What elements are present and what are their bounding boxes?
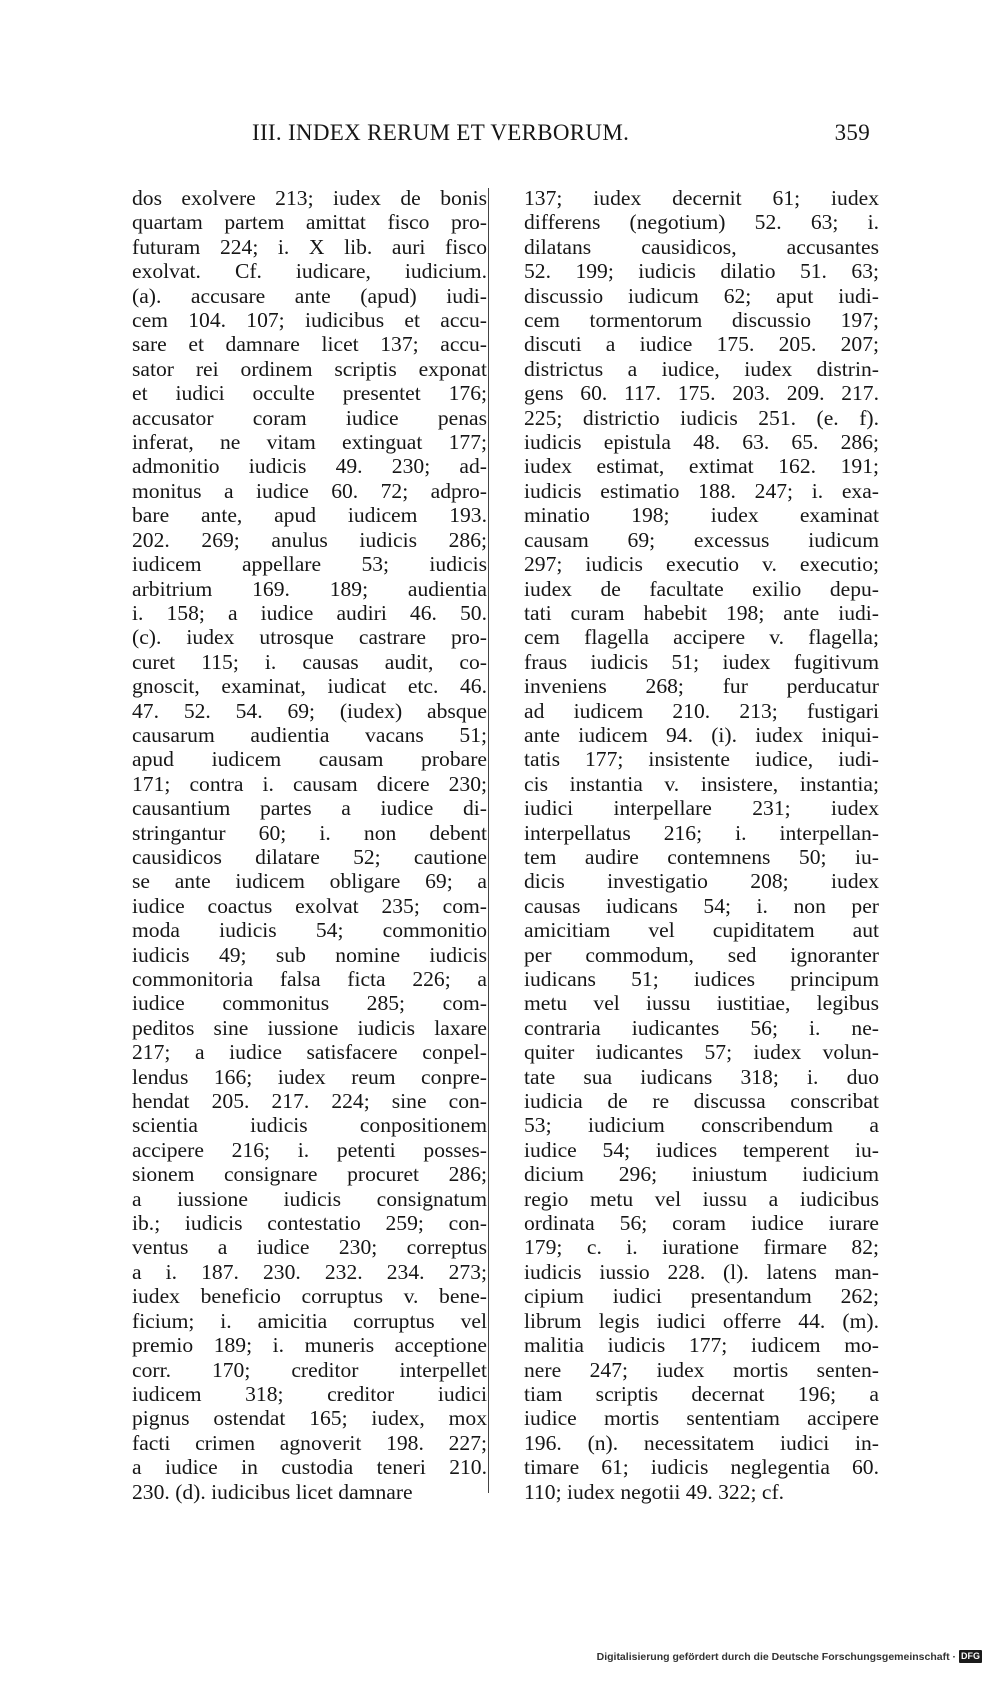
index-line: sator rei ordinem scriptis exponat [132, 356, 487, 381]
index-line: facti crimen agnoverit 198. 227; [132, 1430, 487, 1455]
index-line: 230. (d). iudicibus licet damnare [132, 1479, 413, 1504]
index-line: 297; iudicis executio v. executio; [524, 552, 879, 577]
index-line: districtus a iudice, iudex distrin- [524, 356, 879, 381]
index-line: 217; a iudice satisfacere conpel- [132, 1040, 487, 1065]
index-line: minatio 198; iudex examinat [524, 503, 879, 528]
index-line: accipere 216; i. petenti posses- [132, 1137, 487, 1162]
index-line: tati curam habebit 198; ante iudi- [524, 600, 879, 625]
index-line: tate sua iudicans 318; i. duo [524, 1064, 879, 1089]
index-line: ventus a iudice 230; correptus [132, 1235, 487, 1260]
index-line: causantium partes a iudice di- [132, 796, 487, 821]
index-line: iudice coactus exolvat 235; com- [132, 893, 487, 918]
index-line: iudicis 49; sub nomine iudicis [132, 942, 487, 967]
index-line: inferat, ne vitam extinguat 177; [132, 430, 487, 455]
running-header [130, 120, 870, 154]
index-line: causas iudicans 54; i. non per [524, 893, 879, 918]
index-line: monitus a iudice 60. 72; adpro- [132, 478, 487, 503]
index-line: contraria iudicantes 56; i. ne- [524, 1015, 879, 1040]
index-line: commonitoria falsa ficta 226; a [132, 967, 487, 991]
index-line: se ante iudicem obligare 69; a [132, 869, 487, 894]
index-line: 202. 269; anulus iudicis 286; [132, 527, 487, 552]
index-line: dicium 296; iniustum iudicium [524, 1162, 879, 1187]
index-line: discussio iudicum 62; aput iudi- [524, 283, 879, 308]
index-line: scientia iudicis conpositionem [132, 1113, 487, 1138]
index-line: 179; c. i. iuratione firmare 82; [524, 1235, 879, 1260]
dfg-logo: DFG [961, 1651, 980, 1661]
index-line: regio metu vel iussu a iudicibus [524, 1186, 879, 1211]
index-line: tem audire contemnens 50; iu- [524, 844, 879, 869]
page-title: III. INDEX RERUM ET VERBORUM. [252, 120, 630, 145]
index-line: amicitiam vel cupiditatem aut [524, 918, 879, 943]
index-line: quartam partem amittat fisco pro- [132, 210, 487, 235]
index-line: iudicans 51; iudices principum [524, 967, 879, 991]
index-line: causarum audientia vacans 51; [132, 722, 487, 747]
digitization-credit [597, 1650, 982, 1663]
index-line: iudicem appellare 53; iudicis [132, 552, 487, 577]
index-line: moda iudicis 54; commonitio [132, 918, 487, 943]
index-line: librum legis iudici offerre 44. (m). [524, 1308, 879, 1333]
index-line: quiter iudicantes 57; iudex volun- [524, 1040, 879, 1065]
index-line: causidicos dilatare 52; cautione [132, 844, 487, 869]
index-line: dicis investigatio 208; iudex [524, 869, 879, 894]
index-column-right [524, 186, 879, 1504]
index-line: lendus 166; iudex reum conpre- [132, 1064, 487, 1089]
index-line: tiam scriptis decernat 196; a [524, 1381, 879, 1406]
index-line: pignus ostendat 165; iudex, mox [132, 1406, 487, 1431]
index-line: iudice commonitus 285; com- [132, 991, 487, 1016]
index-line: iudicia de re discussa conscribat [524, 1089, 879, 1114]
credit-text: Digitalisierung gefördert durch die Deutsche Forschungsgemeinschaft · [596, 1650, 956, 1663]
index-line: 171; contra i. causam dicere 230; [132, 771, 487, 796]
index-line: iudex estimat, extimat 162. 191; [524, 454, 879, 479]
index-line: i. 158; a iudice audiri 46. 50. [132, 600, 487, 625]
index-line: gens 60. 117. 175. 203. 209. 217. [524, 381, 879, 406]
index-line: cem 104. 107; iudicibus et accu- [132, 308, 487, 333]
index-line: ante iudicem 94. (i). iudex iniqui- [524, 722, 879, 747]
index-line: malitia iudicis 177; iudicem mo- [524, 1333, 879, 1358]
index-line: bare ante, apud iudicem 193. [132, 503, 487, 528]
index-line: cem tormentorum discussio 197; [524, 308, 879, 333]
index-line: stringantur 60; i. non debent [132, 820, 487, 845]
page-number: 359 [834, 120, 870, 145]
index-line: a i. 187. 230. 232. 234. 273; [132, 1259, 487, 1284]
index-line: differens (negotium) 52. 63; i. [524, 210, 879, 235]
index-line: ad iudicem 210. 213; fustigari [524, 698, 879, 723]
index-line: corr. 170; creditor interpellet [132, 1357, 487, 1382]
index-line: cis instantia v. insistere, instantia; [524, 771, 879, 796]
index-column-left [132, 186, 487, 1504]
index-line: 225; districtio iudicis 251. (e. f). [524, 405, 879, 430]
index-line: a iudice in custodia teneri 210. [132, 1455, 487, 1480]
index-line: iudicis epistula 48. 63. 65. 286; [524, 430, 879, 455]
index-line: 52. 199; iudicis dilatio 51. 63; [524, 259, 879, 284]
index-line: sare et damnare licet 137; accu- [132, 332, 487, 357]
index-line: (c). iudex utrosque castrare pro- [132, 625, 487, 650]
index-line: 196. (n). necessitatem iudici in- [524, 1430, 879, 1455]
index-line: iudicis iussio 228. (l). latens man- [524, 1259, 879, 1284]
index-line: iudice 54; iudices temperent iu- [524, 1137, 879, 1162]
index-line: iudice mortis sententiam accipere [524, 1406, 879, 1431]
index-line: iudicis estimatio 188. 247; i. exa- [524, 478, 879, 503]
index-line: et iudici occulte presentet 176; [132, 381, 487, 406]
column-divider [488, 188, 489, 1493]
index-line: ordinata 56; coram iudice iurare [524, 1211, 879, 1236]
index-line: iudex beneficio corruptus v. bene- [132, 1284, 487, 1309]
index-line: causam 69; excessus iudicum [524, 527, 879, 552]
index-line: arbitrium 169. 189; audientia [132, 576, 487, 601]
index-line: nere 247; iudex mortis senten- [524, 1357, 879, 1382]
index-line: cem flagella accipere v. flagella; [524, 625, 879, 650]
index-line: sionem consignare procuret 286; [132, 1162, 487, 1187]
index-line: curet 115; i. causas audit, co- [132, 649, 487, 674]
index-line: inveniens 268; fur perducatur [524, 674, 879, 699]
index-line: 47. 52. 54. 69; (iudex) absque [132, 698, 487, 723]
index-line: timare 61; iudicis neglegentia 60. [524, 1455, 879, 1480]
index-line: apud iudicem causam probare [132, 747, 487, 772]
index-line: a iussione iudicis consignatum [132, 1186, 487, 1211]
index-line: exolvat. Cf. iudicare, iudicium. [132, 259, 487, 284]
index-line: (a). accusare ante (apud) iudi- [132, 283, 487, 308]
index-line: iudex de facultate exilio depu- [524, 576, 879, 601]
index-line: gnoscit, examinat, iudicat etc. 46. [132, 674, 487, 699]
index-line: tatis 177; insistente iudice, iudi- [524, 747, 879, 772]
index-line: futuram 224; i. X lib. auri fisco [132, 234, 487, 259]
index-line: metu vel iussu iustitiae, legibus [524, 991, 879, 1016]
index-line: ib.; iudicis contestatio 259; con- [132, 1211, 487, 1236]
index-line: cipium iudici presentandum 262; [524, 1284, 879, 1309]
index-line: discuti a iudice 175. 205. 207; [524, 332, 879, 357]
index-line: ficium; i. amicitia corruptus vel [132, 1308, 487, 1333]
index-line: interpellatus 216; i. interpellan- [524, 820, 879, 845]
index-line: iudicem 318; creditor iudici [132, 1381, 487, 1406]
index-line: admonitio iudicis 49. 230; ad- [132, 454, 487, 479]
index-line: dilatans causidicos, accusantes [524, 234, 879, 259]
index-line: per commodum, sed ignoranter [524, 942, 879, 967]
index-line: dos exolvere 213; iudex de bonis [132, 186, 487, 210]
index-line: iudici interpellare 231; iudex [524, 796, 879, 821]
index-line: 137; iudex decernit 61; iudex [524, 186, 879, 210]
index-line: peditos sine iussione iudicis laxare [132, 1015, 487, 1040]
index-line: hendat 205. 217. 224; sine con- [132, 1089, 487, 1114]
index-line: premio 189; i. muneris acceptione [132, 1333, 487, 1358]
index-line: fraus iudicis 51; iudex fugitivum [524, 649, 879, 674]
index-line: 53; iudicium conscribendum a [524, 1113, 879, 1138]
index-line: 110; iudex negotii 49. 322; cf. [524, 1479, 785, 1504]
index-line: accusator coram iudice penas [132, 405, 487, 430]
